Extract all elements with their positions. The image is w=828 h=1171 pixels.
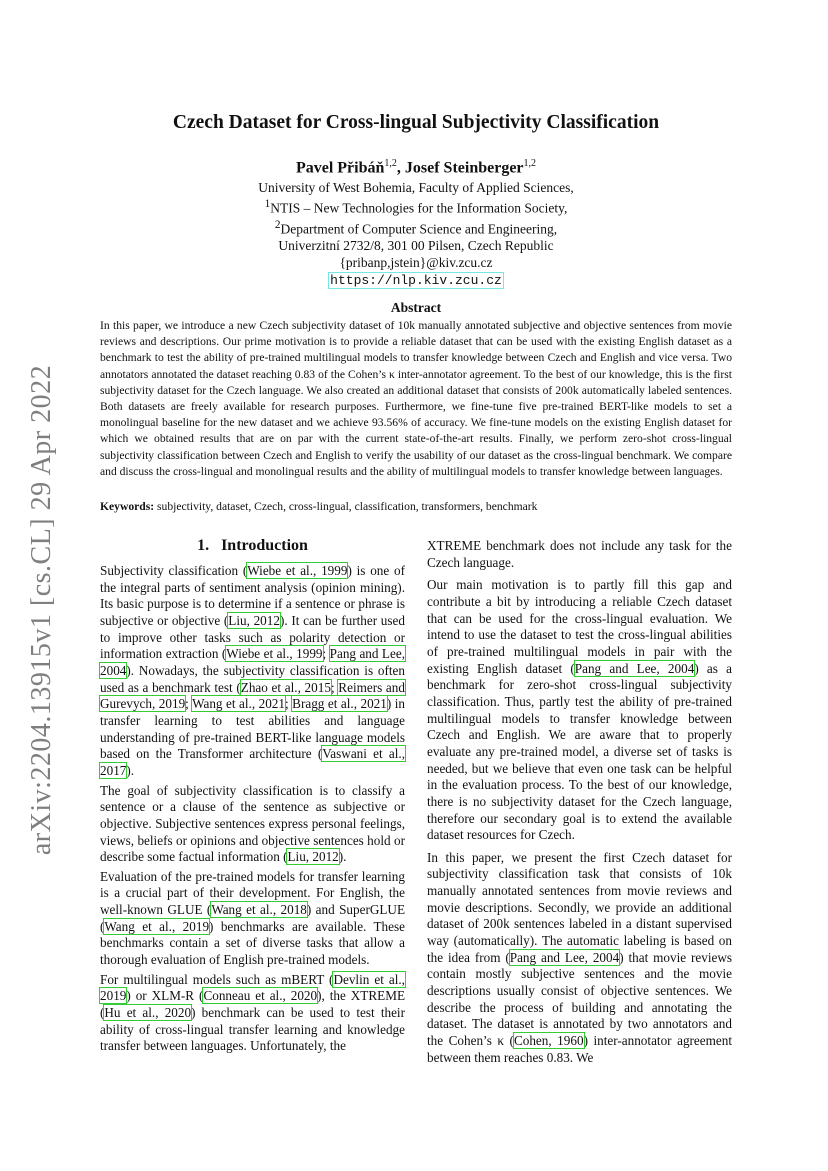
affiliations [100,179,732,289]
keywords-list: subjectivity, dataset, Czech, cross-lingual, classification, transformers, benchmark [154,500,538,513]
citation-link[interactable]: Wiebe et al., 1999 [226,646,323,662]
paragraph [100,869,405,969]
keywords-label: Keywords: [100,500,155,513]
citation-link[interactable]: Pang and Lee, 2004 [100,646,405,678]
body-text: ) inter-annotator agreement between them reaches 0.83. We [427,1033,732,1065]
paragraph [100,783,405,866]
author-affiliation-mark: 1,2 [384,158,397,169]
section-number: 1. [197,537,210,554]
paragraph [100,972,405,1055]
paragraph [427,577,732,844]
url-line [100,271,732,289]
paragraph [427,538,732,571]
body-text: ) benchmark can be used to test their ability of cross-lingual transfer learning and knowledge transfer between languages. Unfortunately, the [100,1005,405,1054]
abstract-text: In this paper, we introduce a new Czech subjectivity dataset of 10k manually annotated subjective and objective sentences from movie reviews and descriptions. Our prime motivation is to provide a reliable dataset that can be used with the existing English dataset as a benchmark to test the ability of pre-trained multilingual models to transfer knowledge between Czech and English and vice versa. Two annotators annotated the dataset reaching 0.83 of the Cohen’s κ inter-annotator agreement. To the best of our knowledge, this is the first subjectivity dataset for the Czech language. We also created an additional dataset that consists of 200k automatically labeled sentences. Both datasets are freely available for research purposes. Furthermore, we fine-tune five pre-trained BERT-like models to set a monolingual baseline for the new dataset and we achieve 93.56% of accuracy. We fine-tune models on the existing English dataset for which we obtained results that are on par with the current state-of-the-art results. Finally, we perform zero-shot cross-lingual subjectivity classification between Czech and English to verify the usability of our dataset as the cross-lingual benchmark. We compare and discuss the cross-lingual and monolingual results and the ability of multilingual models to transfer knowledge between languages. [100,319,732,478]
author-separator: , [396,159,405,177]
paragraph [100,563,405,780]
section-heading [100,536,405,556]
body-text: In this paper, we present the first Czech dataset for subjectivity classification task that consists of 10k manually annotated sentences from movie reviews and movie descriptions. Secondly, we provide an additional dataset of 200k sentences labeled in a distant supervised way (automatically). The automatic labeling is based on the idea from ( [427,849,732,965]
author-list [100,158,732,177]
citation-link[interactable]: Hu et al., 2020 [104,1005,192,1021]
body-text: ; [285,696,293,712]
body-text: ) benchmarks are available. These benchmarks contain a set of diverse tasks that allow a thorough evaluation of English pre-trained models. [100,918,405,968]
body-text: ) or XLM-R ( [126,988,204,1004]
citation-link[interactable]: Pang and Lee, 2004 [574,660,695,676]
affiliation-text: Department of Computer Science and Engineering, [280,221,558,236]
body-text: ) as a benchmark for zero-shot cross-lingual subjectivity classification. Thus, partly test the ability of pre-trained multilingual models to transfer knowledge between Czech and English. We are aware that to properly evaluate any pre-trained model, a diverse set of tasks is needed, but we believe that even one task can be helpful in the evaluation process. To the best of our knowledge, there is no subjectivity dataset for the Czech language, therefore our secondary goal is to extend the available dataset resources for Czech. [427,660,733,843]
body-text: ). It can be further used to improve other tasks such as polarity detection or information extraction ( [100,612,405,662]
affiliation-line [100,217,732,238]
body-text: ). Nowadays, the subjectivity classification is often used as a benchmark test ( [100,662,405,695]
body-text: The goal of subjectivity classification is to classify a sentence or a clause of the sentence as subjective or objective. Subjective sentences express personal feelings, views, beliefs or opinions and objective sentences hold or describe some factual information ( [100,782,405,865]
citation-link[interactable]: Devlin et al., 2019 [100,971,405,1004]
body-text: ), the XTREME ( [100,988,405,1021]
body-text: ) in transfer learning to test abilities and language understanding of pre-trained BERT-like language models based on the Transformer architecture ( [100,696,405,762]
right-column [427,538,732,1069]
author-name: Pavel Přibáň [295,159,385,177]
citation-link[interactable]: Vaswani et al., 2017 [100,746,405,778]
affiliation-text: NTIS – New Technologies for the Information Society, [270,200,568,216]
arxiv-stamp [22,360,62,860]
keywords [100,500,732,513]
affiliation-line: University of West Bohemia, Faculty of Applied Sciences, [258,180,574,195]
citation-link[interactable]: Bragg et al., 2021 [292,696,387,712]
citation-link[interactable]: Cohen, 1960 [513,1033,584,1049]
body-text: ; [185,696,193,712]
citation-link[interactable]: Liu, 2012 [228,612,280,628]
paper-title: Czech Dataset for Cross-lingual Subjectivity Classification [172,112,660,133]
affiliation-line [100,196,732,217]
citation-link[interactable]: Wang et al., 2018 [211,902,307,918]
body-text: For multilingual models such as mBERT ( [100,971,334,987]
body-text: Evaluation of the pre-trained models for transfer learning is a crucial part of their development. For English, the well-known GLUE ( [100,868,405,918]
abstract-heading: Abstract [390,300,442,315]
citation-link[interactable]: Zhao et al., 2015 [240,679,331,695]
citation-link[interactable]: Wiebe et al., 1999 [247,563,348,578]
citation-link[interactable]: Liu, 2012 [287,849,339,865]
left-column [100,536,405,1058]
paragraph [427,850,732,1067]
body-text: ) is one of the integral parts of sentiment analysis (opinion mining). Its basic purpose is to determine if a sentence or phrase is subjective or objective ( [100,563,406,628]
body-text: ; [322,646,330,662]
body-text: Our main motivation is to partly fill this gap and contribute a bit by introducing a reliable Czech dataset that can be used for the cross-lingual evaluation. We intend to use the dataset to test the cross-lingual abilities of pre-trained multilingual models in pair with the existing English dataset ( [427,577,732,676]
body-text: ) that movie reviews contain mostly subjective sentences and the movie descriptions usually consist of objective sentences. We describe the process of building and annotating the dataset. The dataset is annotated by two annotators and the Cohen’s κ ( [427,949,732,1049]
affiliation-mark: 1 [264,198,271,210]
body-text: ). [338,849,347,865]
body-text: XTREME benchmark does not include any task for the Czech language. [427,538,732,570]
citation-link[interactable]: Reimers and Gurevych, 2019 [100,679,405,712]
affiliation-line: Univerzitní 2732/8, 301 00 Pilsen, Czech Republic [278,238,554,253]
body-text: ; [330,679,339,695]
body-text: ) and SuperGLUE ( [100,902,406,934]
author-email: {pribanp,jstein}@kiv.zcu.cz [339,255,493,270]
citation-link[interactable]: Conneau et al., 2020 [203,988,318,1004]
citation-link[interactable]: Pang and Lee, 2004 [509,949,620,965]
author-name: Josef Steinberger [404,159,524,177]
arxiv-id: arXiv:2204.13915v1 [cs.CL] 29 Apr 2022 [26,364,58,856]
citation-link[interactable]: Wang et al., 2019 [104,918,210,934]
body-text: ). [126,762,135,778]
body-text: Subjectivity classification ( [100,563,248,578]
citation-link[interactable]: Wang et al., 2021 [192,696,285,712]
section-title: Introduction [221,537,308,554]
website-link[interactable]: https://nlp.kiv.zcu.cz [330,273,502,288]
author-affiliation-mark: 1,2 [523,158,537,169]
affiliation-mark: 2 [274,218,281,231]
